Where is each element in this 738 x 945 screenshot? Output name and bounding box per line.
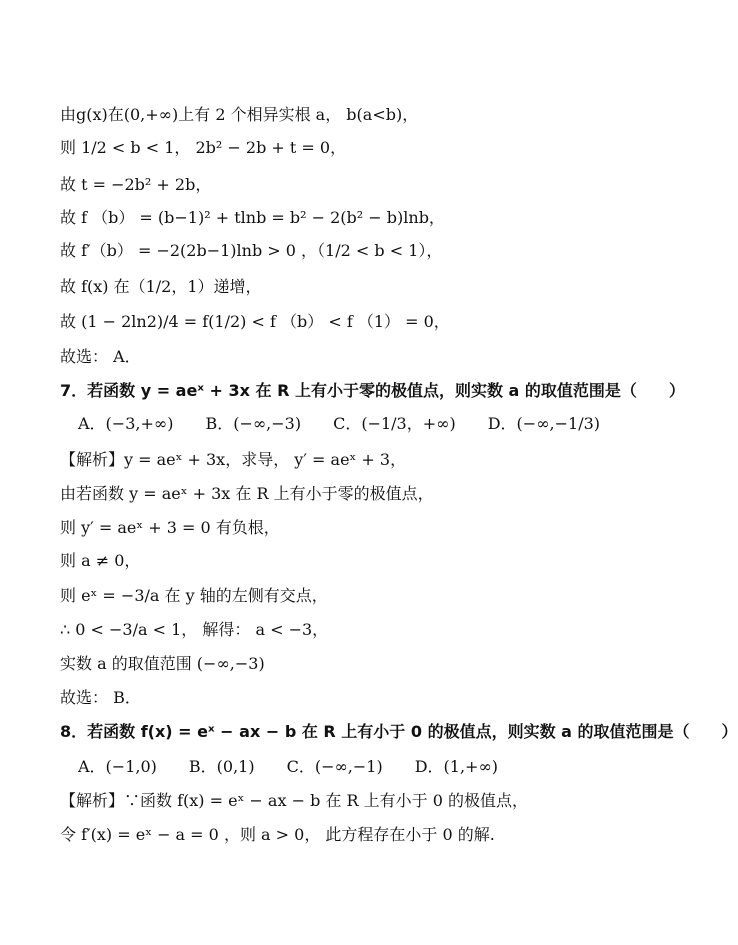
question-7: 7．若函数 y = aeˣ + 3x 在 R 上有小于零的极值点，则实数 a 的取值范围是（ ） — [60, 381, 685, 400]
question-8: 8．若函数 f(x) = eˣ − ax − b 在 R 上有小于 0 的极值点，则实数 a 的取值范围是（ ） — [60, 722, 738, 741]
text-line-5: 故 f′（b） = −2(2b−1)lnb > 0 ，（1/2 < b < 1）， — [60, 241, 443, 260]
text-line-4: 故 f （b） = (b−1)² + tlnb = b² − 2(b² − b)lnb， — [60, 208, 445, 227]
question-7-options: A．(−3,+∞) B．(−∞,−3) C．(−1/3，+∞) D．(−∞,−1/3) — [78, 414, 601, 433]
text-line-8: 故选： A． — [60, 347, 141, 366]
question-8-options: A．(−1,0) B．(0,1) C．(−∞,−1) D．(1,+∞) — [78, 757, 499, 776]
analysis-7-line-6: ∴ 0 < −3/a < 1， 解得： a < −3， — [60, 620, 329, 639]
analysis-8-line-2: 令 f′(x) = eˣ − a = 0 ，则 a > 0， 此方程存在小于 0 的解. — [60, 825, 495, 844]
analysis-7-line-5: 则 eˣ = −3/a 在 y 轴的左侧有交点， — [60, 586, 328, 605]
text-line-3: 故 t = −2b² + 2b， — [60, 175, 212, 194]
analysis-7-line-2: 由若函数 y = aeˣ + 3x 在 R 上有小于零的极值点， — [60, 484, 434, 503]
analysis-7-line-3: 则 y′ = aeˣ + 3 = 0 有负根， — [60, 518, 280, 537]
text-line-2: 则 1/2 < b < 1， 2b² − 2b + t = 0， — [60, 138, 347, 157]
analysis-7-line-4: 则 a ≠ 0， — [60, 551, 141, 570]
analysis-8-line-1: 【解析】∵函数 f(x) = eˣ − ax − b 在 R 上有小于 0 的极值点， — [60, 791, 528, 810]
text-line-1: 由g(x)在(0,+∞)上有 2 个相异实根 a， b(a<b)， — [60, 105, 419, 124]
text-line-6: 故 f(x) 在（1/2，1）递增， — [60, 277, 262, 296]
analysis-7-line-7: 实数 a 的取值范围 (−∞,−3) — [60, 654, 265, 673]
text-line-7: 故 (1 − 2ln2)/4 = f(1/2) < f （b） < f （1） = 0， — [60, 312, 450, 331]
analysis-7-line-8: 故选： B． — [60, 688, 141, 707]
analysis-7-line-1: 【解析】y = aeˣ + 3x，求导， y′ = aeˣ + 3， — [60, 450, 407, 469]
